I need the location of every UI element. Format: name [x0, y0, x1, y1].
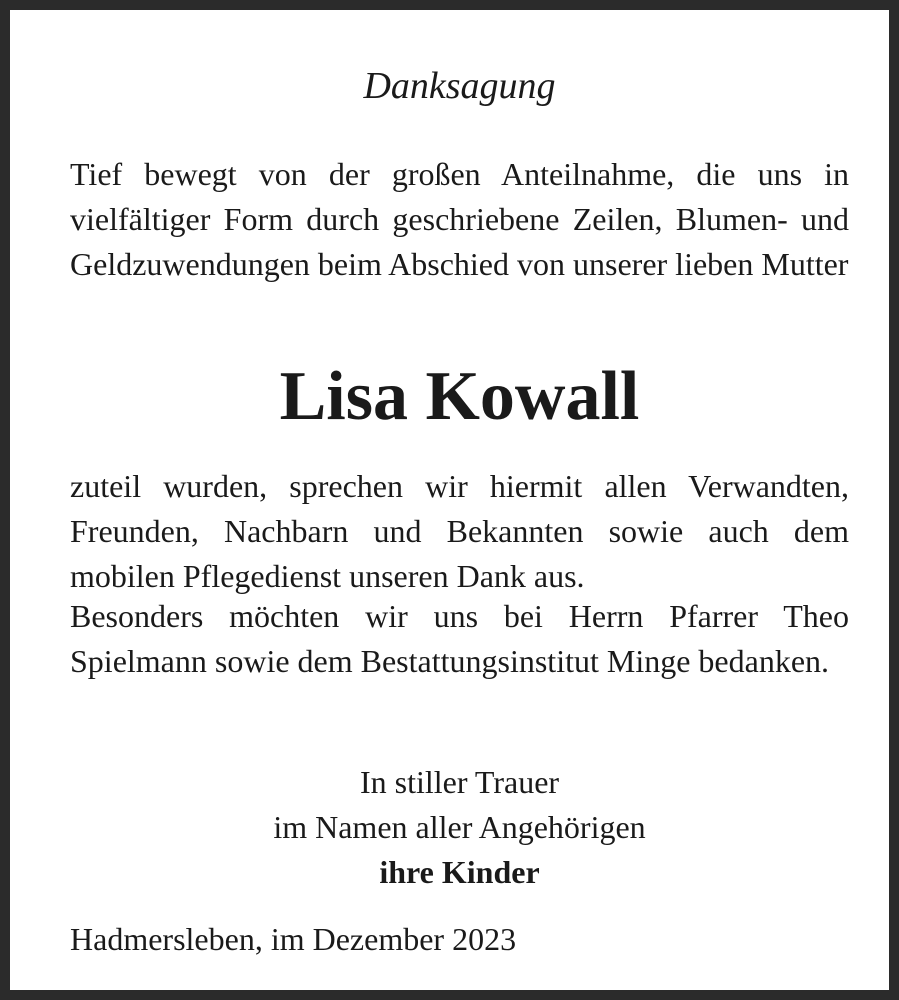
- place-date: Hadmersleben, im Dezember 2023: [70, 921, 517, 957]
- special-thanks-paragraph: Besonders möchten wir uns bei Herrn Pfarrer Theo Spielmann sowie dem Bestattungsinstitut Minge bedanken.: [70, 598, 849, 679]
- thanks-paragraph: zuteil wurden, sprechen wir hiermit allen Verwandten, Freunden, Nachbarn und Bekannten sowie auch dem mobilen Pflegedienst unseren Dank aus.: [70, 468, 849, 594]
- deceased-name: Lisa Kowall: [279, 358, 640, 435]
- signature-line-relatives: im Namen aller Angehörigen: [273, 809, 646, 845]
- signature-line-children: ihre Kinder: [379, 854, 540, 890]
- intro-paragraph: Tief bewegt von der großen Anteilnahme, die uns in vielfältiger Form durch geschriebene Zeilen, Blumen- und Geldzuwendungen beim Abschied von unserer lieben Mutter: [70, 156, 849, 282]
- notice-heading: Danksagung: [363, 65, 556, 107]
- signature-line-mourning: In stiller Trauer: [359, 764, 560, 800]
- signature-block: [70, 760, 849, 895]
